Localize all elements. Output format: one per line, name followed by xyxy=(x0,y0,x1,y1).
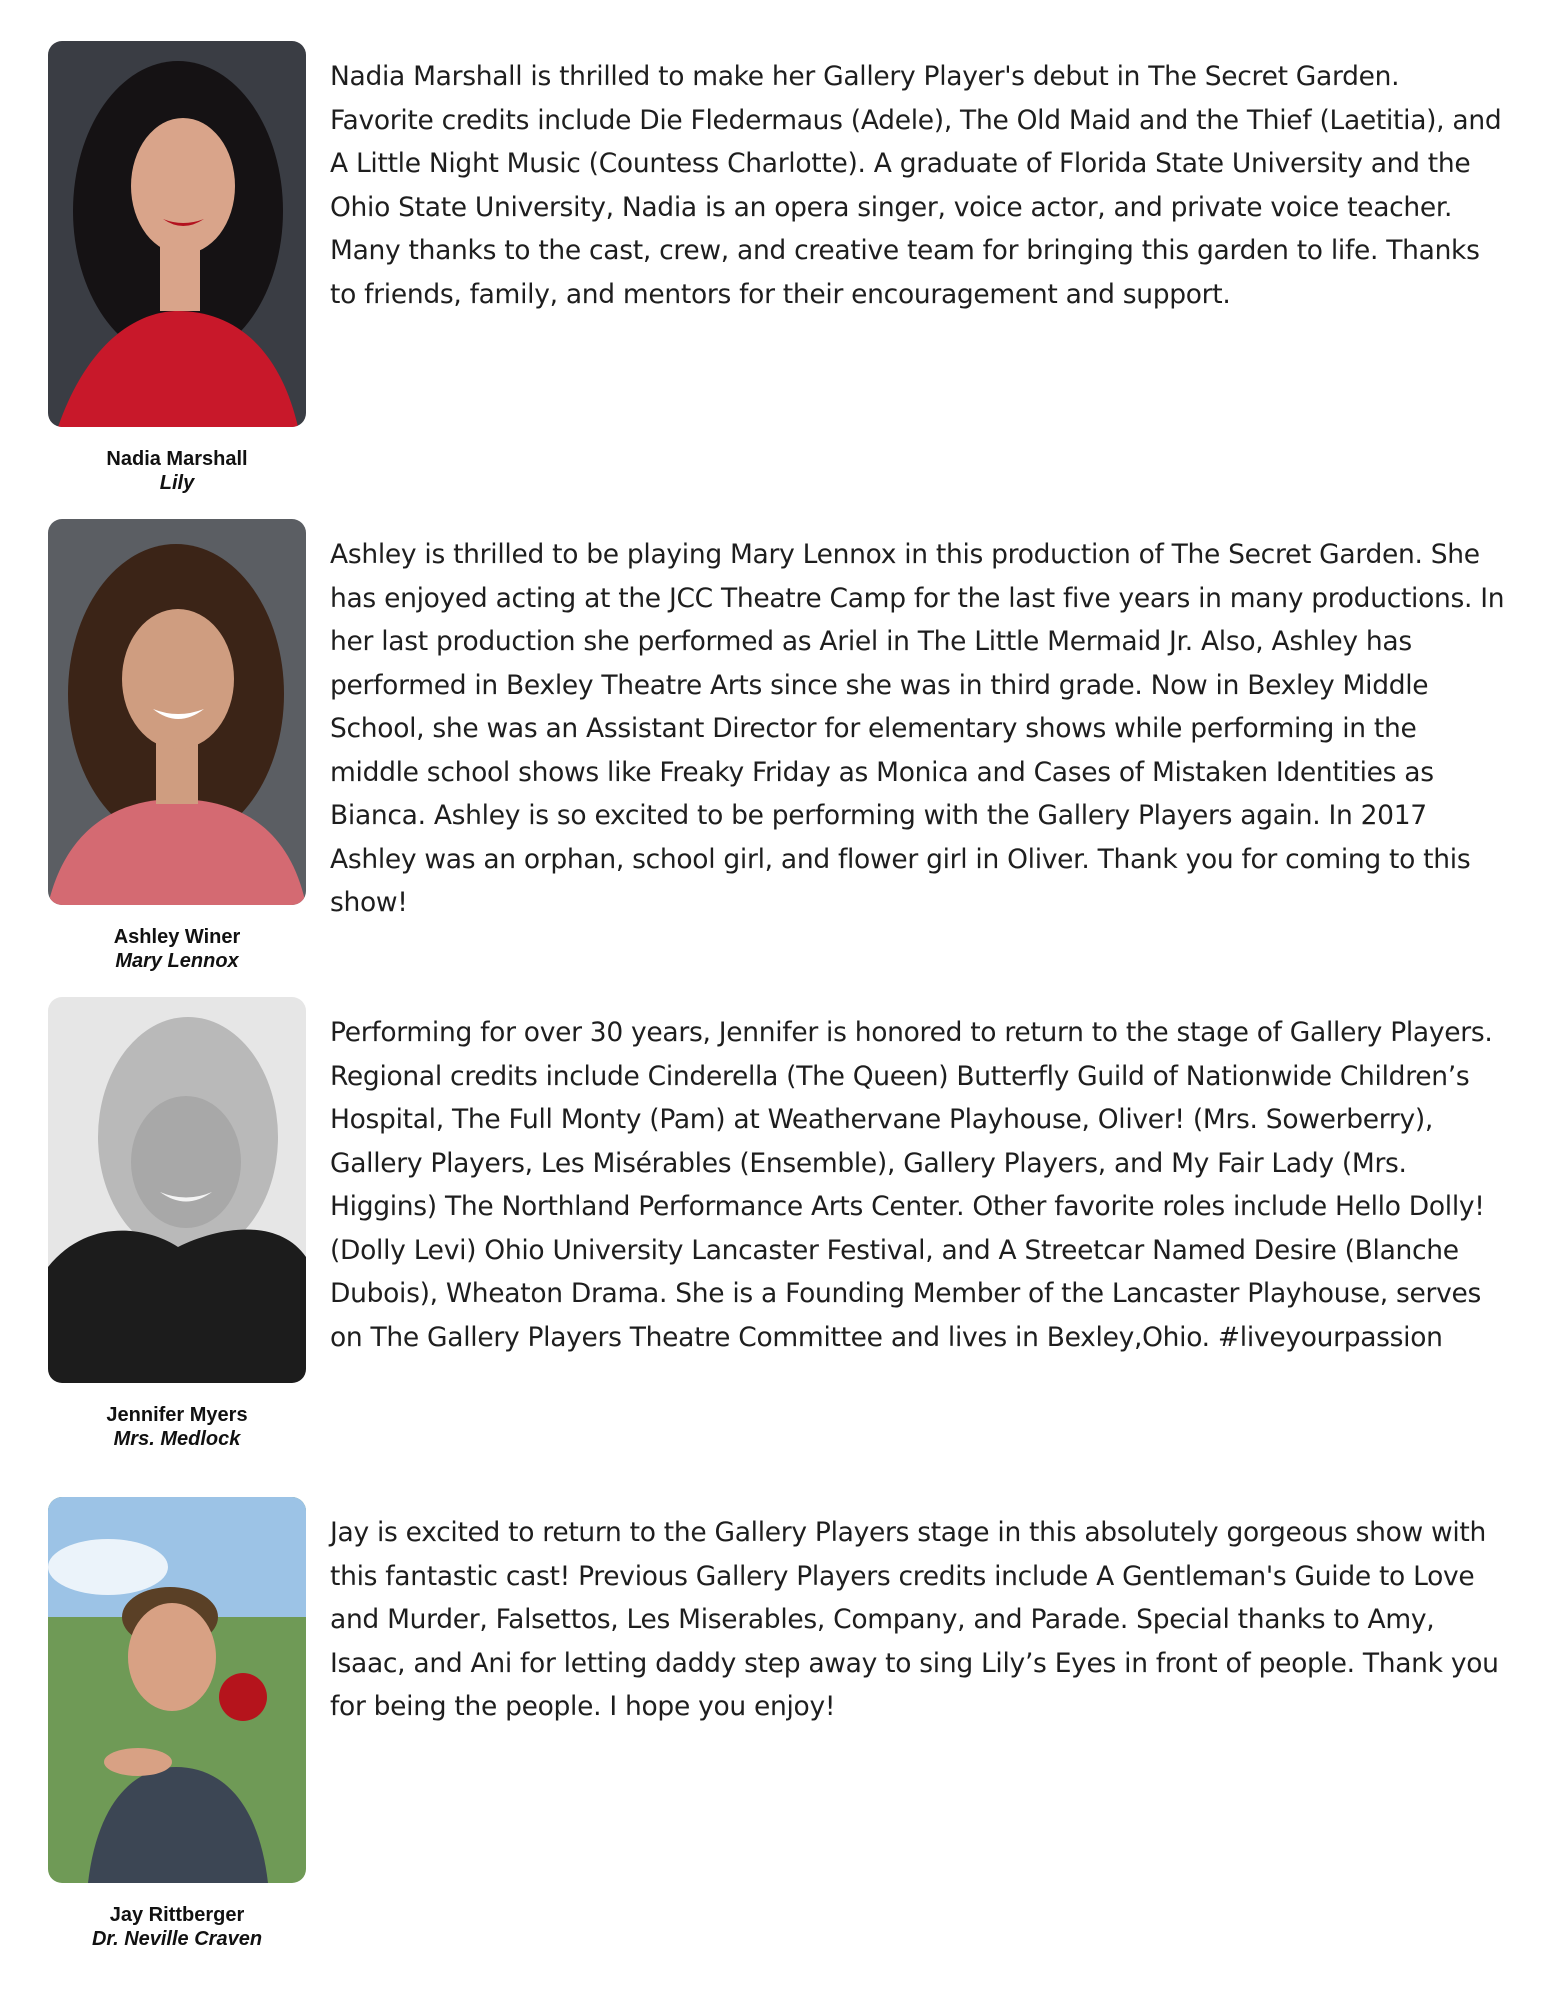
character-role: Lily xyxy=(159,472,195,494)
hand-shape xyxy=(104,1748,172,1776)
bio-text: Nadia Marshall is thrilled to make her Gallery Player's debut in The Secret Garden. Favorite credits include Die Fledermaus (Adele), The Old Maid and the Thief (Laetitia), and A Little Night Music (Countess Charlotte). A graduate of Florida State University and the Ohio State University, Nadia is an opera singer, voice actor, and private voice teacher. Many thanks to the cast, crew, and creative team for bringing this garden to life. Thanks to friends, family, and mentors for their encouragement and support. xyxy=(330,61,1502,310)
headshot-photo xyxy=(48,1497,306,1883)
portrait-image xyxy=(48,519,306,905)
headshot-photo xyxy=(48,519,306,905)
bio-text: Performing for over 30 years, Jennifer is honored to return to the stage of Gallery Players. Regional credits include Cinderella (The Queen) Butterfly Guild of Nationwide Children’s Hospital, The Full Monty (Pam) at Weathervane Playhouse, Oliver! (Mrs. Sowerberry), Gallery Players, Les Misérables (Ensemble), Gallery Players, and My Fair Lady (Mrs. Higgins) The Northland Performance Arts Center. Other favorite roles include Hello Dolly! (Dolly Levi) Ohio University Lancaster Festival, and A Streetcar Named Desire (Blanche Dubois), Wheaton Drama. She is a Founding Member of the Lancaster Playhouse, serves on The Gallery Players Theatre Committee and lives in Bexley,Ohio. #liveyourpassion xyxy=(330,1017,1493,1353)
face-shape xyxy=(131,118,235,254)
face-shape xyxy=(131,1096,241,1228)
bio-text: Ashley is thrilled to be playing Mary Lennox in this production of The Secret Garden. She has enjoyed acting at the JCC Theatre Camp for the last five years in many productions. In her last production she performed as Ariel in The Little Mermaid Jr. Also, Ashley has performed in Bexley Theatre Arts since she was in third grade. Now in Bexley Middle School, she was an Assistant Director for elementary shows while performing in the middle school shows like Freaky Friday as Monica and Cases of Mistaken Identities as Bianca. Ashley is so excited to be performing with the Gallery Players again. In 2017 Ashley was an orphan, school girl, and flower girl in Oliver. Thank you for coming to this show! xyxy=(330,539,1505,918)
photo-caption xyxy=(48,1903,306,1951)
face-shape xyxy=(128,1603,216,1711)
actor-name: Nadia Marshall xyxy=(106,448,248,470)
outfit-shape xyxy=(48,1230,306,1384)
headshot-photo xyxy=(48,997,306,1383)
actor-name: Jay Rittberger xyxy=(109,1904,245,1926)
portrait-image xyxy=(48,997,306,1383)
character-role: Dr. Neville Craven xyxy=(91,1928,263,1950)
photo-caption xyxy=(48,925,306,973)
face-shape xyxy=(122,609,234,749)
bio-text: Jay is excited to return to the Gallery Players stage in this absolutely gorgeous show with this fantastic cast! Previous Gallery Players credits include A Gentleman's Guide to Love and Murder, Falsettos, Les Miserables, Company, and Parade. Special thanks to Amy, Isaac, and Ani for letting daddy step away to sing Lily’s Eyes in front of people. Thank you for being the people. I hope you enjoy! xyxy=(330,1517,1499,1722)
apple-shape xyxy=(219,1673,267,1721)
character-role: Mrs. Medlock xyxy=(113,1428,241,1450)
portrait-image xyxy=(48,41,306,427)
headshot-photo xyxy=(48,41,306,427)
actor-name: Ashley Winer xyxy=(113,926,241,948)
portrait-image xyxy=(48,1497,306,1883)
cloud-shape xyxy=(48,1539,168,1595)
photo-caption xyxy=(48,1403,306,1451)
character-role: Mary Lennox xyxy=(115,950,239,972)
photo-caption xyxy=(48,447,306,495)
actor-name: Jennifer Myers xyxy=(106,1404,248,1426)
